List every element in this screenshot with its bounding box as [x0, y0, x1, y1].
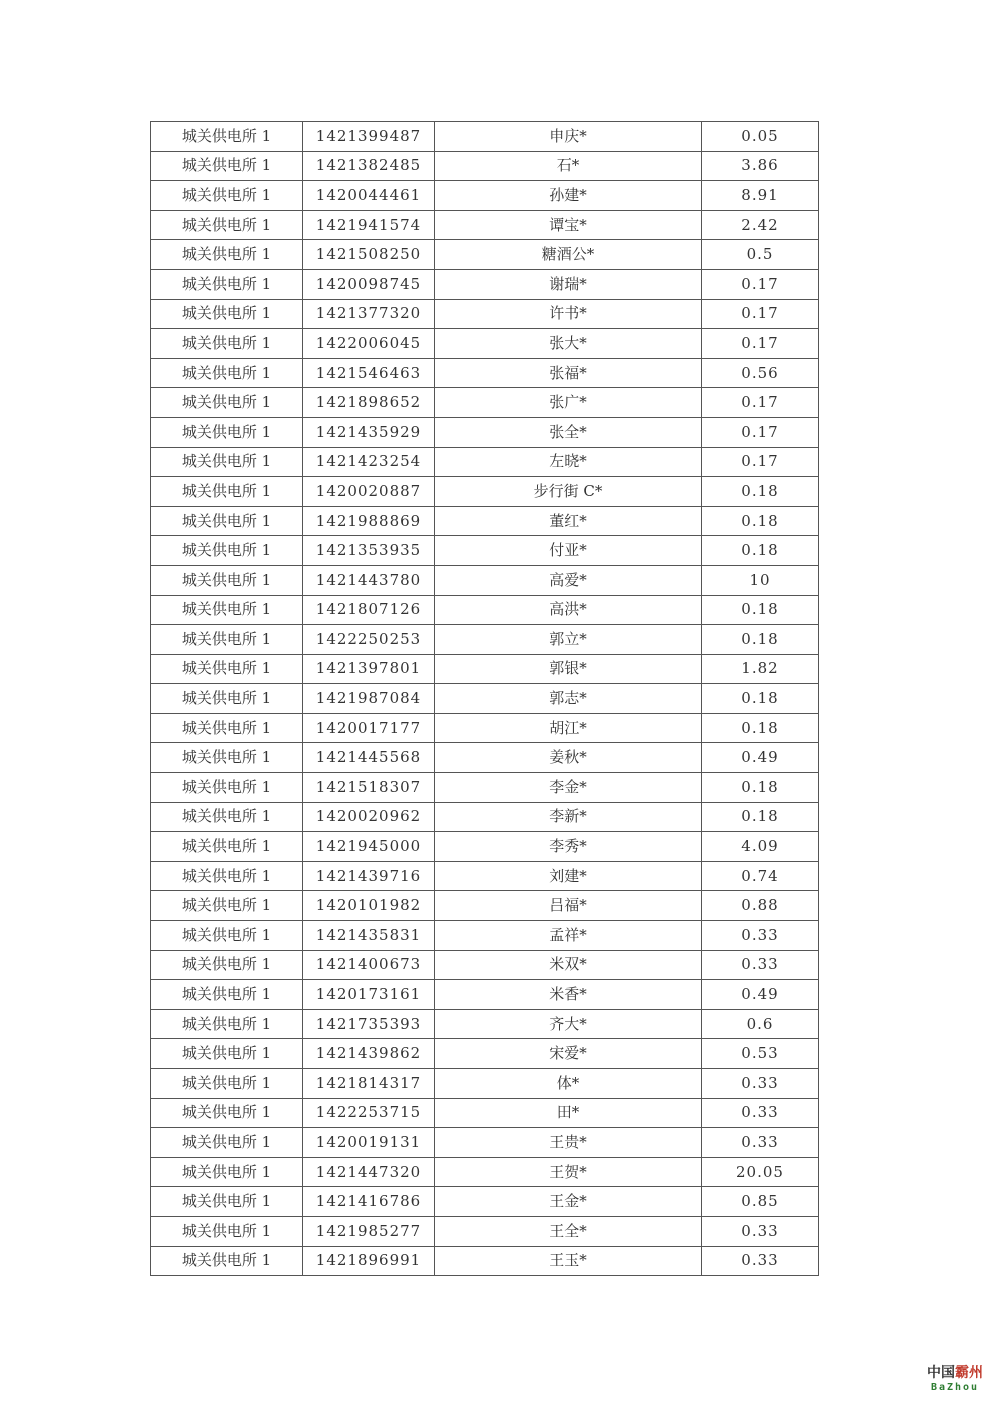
amount-cell: 0.18 — [702, 536, 819, 566]
unit-cell: 城关供电所 1 — [151, 565, 303, 595]
customer-name-cell: 张大* — [435, 329, 702, 359]
unit-cell: 城关供电所 1 — [151, 329, 303, 359]
unit-cell: 城关供电所 1 — [151, 684, 303, 714]
account-number-cell: 1420017177 — [303, 713, 435, 743]
table-row — [151, 506, 819, 536]
customer-name-cell: 董红* — [435, 506, 702, 536]
account-number-cell: 1420101982 — [303, 891, 435, 921]
customer-name-cell: 李新* — [435, 802, 702, 832]
table-row — [151, 181, 819, 211]
table-row — [151, 743, 819, 773]
customer-name-cell: 王玉* — [435, 1246, 702, 1276]
table-row — [151, 1246, 819, 1276]
account-number-cell: 1422006045 — [303, 329, 435, 359]
table-row — [151, 654, 819, 684]
unit-cell: 城关供电所 1 — [151, 861, 303, 891]
account-number-cell: 1421807126 — [303, 595, 435, 625]
table-row — [151, 1039, 819, 1069]
account-number-cell: 1421814317 — [303, 1069, 435, 1099]
customer-name-cell: 姜秋* — [435, 743, 702, 773]
account-number-cell: 1421735393 — [303, 1009, 435, 1039]
table-row — [151, 891, 819, 921]
customer-name-cell: 郭银* — [435, 654, 702, 684]
arrears-table — [150, 121, 819, 1276]
table-row — [151, 713, 819, 743]
amount-cell: 0.56 — [702, 358, 819, 388]
unit-cell: 城关供电所 1 — [151, 358, 303, 388]
table-row — [151, 1216, 819, 1246]
unit-cell: 城关供电所 1 — [151, 1157, 303, 1187]
customer-name-cell: 张福* — [435, 358, 702, 388]
customer-name-cell: 齐大* — [435, 1009, 702, 1039]
account-number-cell: 1421443780 — [303, 565, 435, 595]
table-row — [151, 447, 819, 477]
customer-name-cell: 体* — [435, 1069, 702, 1099]
account-number-cell: 1421898652 — [303, 388, 435, 418]
customer-name-cell: 王金* — [435, 1187, 702, 1217]
unit-cell: 城关供电所 1 — [151, 654, 303, 684]
unit-cell: 城关供电所 1 — [151, 625, 303, 655]
logo-chinese-text — [922, 1366, 988, 1380]
account-number-cell: 1421439862 — [303, 1039, 435, 1069]
amount-cell: 0.18 — [702, 713, 819, 743]
amount-cell: 0.18 — [702, 773, 819, 803]
account-number-cell: 1421896991 — [303, 1246, 435, 1276]
amount-cell: 0.33 — [702, 1098, 819, 1128]
account-number-cell: 1421423254 — [303, 447, 435, 477]
amount-cell: 0.5 — [702, 240, 819, 270]
customer-name-cell: 李金* — [435, 773, 702, 803]
amount-cell: 0.74 — [702, 861, 819, 891]
account-number-cell: 1421546463 — [303, 358, 435, 388]
customer-name-cell: 步行街 C* — [435, 477, 702, 507]
table-body — [151, 122, 819, 1276]
customer-name-cell: 石* — [435, 151, 702, 181]
account-number-cell: 1421435929 — [303, 417, 435, 447]
unit-cell: 城关供电所 1 — [151, 1187, 303, 1217]
unit-cell: 城关供电所 1 — [151, 595, 303, 625]
amount-cell: 0.17 — [702, 417, 819, 447]
unit-cell: 城关供电所 1 — [151, 980, 303, 1010]
unit-cell: 城关供电所 1 — [151, 269, 303, 299]
customer-name-cell: 张广* — [435, 388, 702, 418]
table-row — [151, 1069, 819, 1099]
table-row — [151, 832, 819, 862]
unit-cell: 城关供电所 1 — [151, 1098, 303, 1128]
customer-name-cell: 吕福* — [435, 891, 702, 921]
customer-name-cell: 高爱* — [435, 565, 702, 595]
account-number-cell: 1421439716 — [303, 861, 435, 891]
table-row — [151, 1157, 819, 1187]
table-row — [151, 625, 819, 655]
unit-cell: 城关供电所 1 — [151, 151, 303, 181]
logo-text-b: 霸州 — [955, 1365, 983, 1381]
unit-cell: 城关供电所 1 — [151, 773, 303, 803]
account-number-cell: 1421508250 — [303, 240, 435, 270]
account-number-cell: 1421416786 — [303, 1187, 435, 1217]
amount-cell: 0.17 — [702, 447, 819, 477]
unit-cell: 城关供电所 1 — [151, 1009, 303, 1039]
account-number-cell: 1420173161 — [303, 980, 435, 1010]
account-number-cell: 1421987084 — [303, 684, 435, 714]
unit-cell: 城关供电所 1 — [151, 1039, 303, 1069]
table-row — [151, 299, 819, 329]
account-number-cell: 1421445568 — [303, 743, 435, 773]
account-number-cell: 1420020887 — [303, 477, 435, 507]
customer-name-cell: 孙建* — [435, 181, 702, 211]
amount-cell: 3.86 — [702, 151, 819, 181]
account-number-cell: 1421397801 — [303, 654, 435, 684]
customer-name-cell: 郭立* — [435, 625, 702, 655]
customer-name-cell: 孟祥* — [435, 921, 702, 951]
table-row — [151, 1009, 819, 1039]
amount-cell: 20.05 — [702, 1157, 819, 1187]
amount-cell: 0.85 — [702, 1187, 819, 1217]
table-row — [151, 1098, 819, 1128]
unit-cell: 城关供电所 1 — [151, 743, 303, 773]
customer-name-cell: 糖酒公* — [435, 240, 702, 270]
amount-cell: 0.33 — [702, 1069, 819, 1099]
unit-cell: 城关供电所 1 — [151, 1246, 303, 1276]
unit-cell: 城关供电所 1 — [151, 240, 303, 270]
unit-cell: 城关供电所 1 — [151, 1216, 303, 1246]
logo-text-a: 中国 — [927, 1365, 955, 1381]
amount-cell: 0.05 — [702, 122, 819, 152]
customer-name-cell: 王贵* — [435, 1128, 702, 1158]
account-number-cell: 1421382485 — [303, 151, 435, 181]
table-row — [151, 210, 819, 240]
amount-cell: 0.33 — [702, 950, 819, 980]
unit-cell: 城关供电所 1 — [151, 536, 303, 566]
customer-name-cell: 申庆* — [435, 122, 702, 152]
amount-cell: 10 — [702, 565, 819, 595]
table-row — [151, 477, 819, 507]
account-number-cell: 1421941574 — [303, 210, 435, 240]
customer-name-cell: 王全* — [435, 1216, 702, 1246]
table-row — [151, 921, 819, 951]
customer-name-cell: 付亚* — [435, 536, 702, 566]
site-logo — [922, 1366, 988, 1393]
amount-cell: 0.17 — [702, 299, 819, 329]
table-row — [151, 684, 819, 714]
amount-cell: 0.49 — [702, 980, 819, 1010]
amount-cell: 2.42 — [702, 210, 819, 240]
unit-cell: 城关供电所 1 — [151, 210, 303, 240]
table-row — [151, 240, 819, 270]
customer-name-cell: 高洪* — [435, 595, 702, 625]
customer-name-cell: 王贺* — [435, 1157, 702, 1187]
unit-cell: 城关供电所 1 — [151, 447, 303, 477]
table-row — [151, 802, 819, 832]
unit-cell: 城关供电所 1 — [151, 1069, 303, 1099]
amount-cell: 1.82 — [702, 654, 819, 684]
amount-cell: 0.33 — [702, 1246, 819, 1276]
table-row — [151, 151, 819, 181]
unit-cell: 城关供电所 1 — [151, 713, 303, 743]
amount-cell: 0.18 — [702, 477, 819, 507]
amount-cell: 0.6 — [702, 1009, 819, 1039]
account-number-cell: 1421400673 — [303, 950, 435, 980]
amount-cell: 0.18 — [702, 802, 819, 832]
account-number-cell: 1421988869 — [303, 506, 435, 536]
amount-cell: 0.17 — [702, 388, 819, 418]
account-number-cell: 1420019131 — [303, 1128, 435, 1158]
unit-cell: 城关供电所 1 — [151, 1128, 303, 1158]
unit-cell: 城关供电所 1 — [151, 891, 303, 921]
account-number-cell: 1420098745 — [303, 269, 435, 299]
account-number-cell: 1421435831 — [303, 921, 435, 951]
customer-name-cell: 宋爱* — [435, 1039, 702, 1069]
table-row — [151, 536, 819, 566]
amount-cell: 0.33 — [702, 921, 819, 951]
customer-name-cell: 许书* — [435, 299, 702, 329]
customer-name-cell: 李秀* — [435, 832, 702, 862]
amount-cell: 0.18 — [702, 595, 819, 625]
unit-cell: 城关供电所 1 — [151, 388, 303, 418]
customer-name-cell: 田* — [435, 1098, 702, 1128]
table-row — [151, 565, 819, 595]
table-row — [151, 388, 819, 418]
amount-cell: 0.18 — [702, 506, 819, 536]
unit-cell: 城关供电所 1 — [151, 950, 303, 980]
unit-cell: 城关供电所 1 — [151, 299, 303, 329]
table-row — [151, 1128, 819, 1158]
customer-name-cell: 张全* — [435, 417, 702, 447]
amount-cell: 0.18 — [702, 625, 819, 655]
account-number-cell: 1421447320 — [303, 1157, 435, 1187]
table-row — [151, 122, 819, 152]
table-row — [151, 358, 819, 388]
account-number-cell: 1420020962 — [303, 802, 435, 832]
unit-cell: 城关供电所 1 — [151, 122, 303, 152]
amount-cell: 4.09 — [702, 832, 819, 862]
account-number-cell: 1421353935 — [303, 536, 435, 566]
customer-name-cell: 谭宝* — [435, 210, 702, 240]
unit-cell: 城关供电所 1 — [151, 506, 303, 536]
account-number-cell: 1420044461 — [303, 181, 435, 211]
amount-cell: 0.88 — [702, 891, 819, 921]
table-row — [151, 1187, 819, 1217]
account-number-cell: 1421377320 — [303, 299, 435, 329]
table-row — [151, 980, 819, 1010]
logo-english-text: BaZhou — [930, 1382, 980, 1393]
amount-cell: 0.17 — [702, 269, 819, 299]
amount-cell: 0.18 — [702, 684, 819, 714]
account-number-cell: 1421518307 — [303, 773, 435, 803]
unit-cell: 城关供电所 1 — [151, 417, 303, 447]
unit-cell: 城关供电所 1 — [151, 802, 303, 832]
unit-cell: 城关供电所 1 — [151, 181, 303, 211]
account-number-cell: 1421399487 — [303, 122, 435, 152]
customer-name-cell: 米双* — [435, 950, 702, 980]
table-row — [151, 773, 819, 803]
account-number-cell: 1421985277 — [303, 1216, 435, 1246]
amount-cell: 0.53 — [702, 1039, 819, 1069]
unit-cell: 城关供电所 1 — [151, 477, 303, 507]
customer-name-cell: 郭志* — [435, 684, 702, 714]
amount-cell: 0.49 — [702, 743, 819, 773]
customer-name-cell: 刘建* — [435, 861, 702, 891]
customer-name-cell: 谢瑞* — [435, 269, 702, 299]
amount-cell: 0.33 — [702, 1128, 819, 1158]
customer-name-cell: 左晓* — [435, 447, 702, 477]
account-number-cell: 1422250253 — [303, 625, 435, 655]
amount-cell: 0.17 — [702, 329, 819, 359]
amount-cell: 0.33 — [702, 1216, 819, 1246]
table-row — [151, 269, 819, 299]
account-number-cell: 1421945000 — [303, 832, 435, 862]
unit-cell: 城关供电所 1 — [151, 832, 303, 862]
table-row — [151, 417, 819, 447]
table-row — [151, 329, 819, 359]
table-row — [151, 595, 819, 625]
amount-cell: 8.91 — [702, 181, 819, 211]
account-number-cell: 1422253715 — [303, 1098, 435, 1128]
unit-cell: 城关供电所 1 — [151, 921, 303, 951]
customer-name-cell: 胡江* — [435, 713, 702, 743]
table-row — [151, 861, 819, 891]
table-row — [151, 950, 819, 980]
customer-name-cell: 米香* — [435, 980, 702, 1010]
